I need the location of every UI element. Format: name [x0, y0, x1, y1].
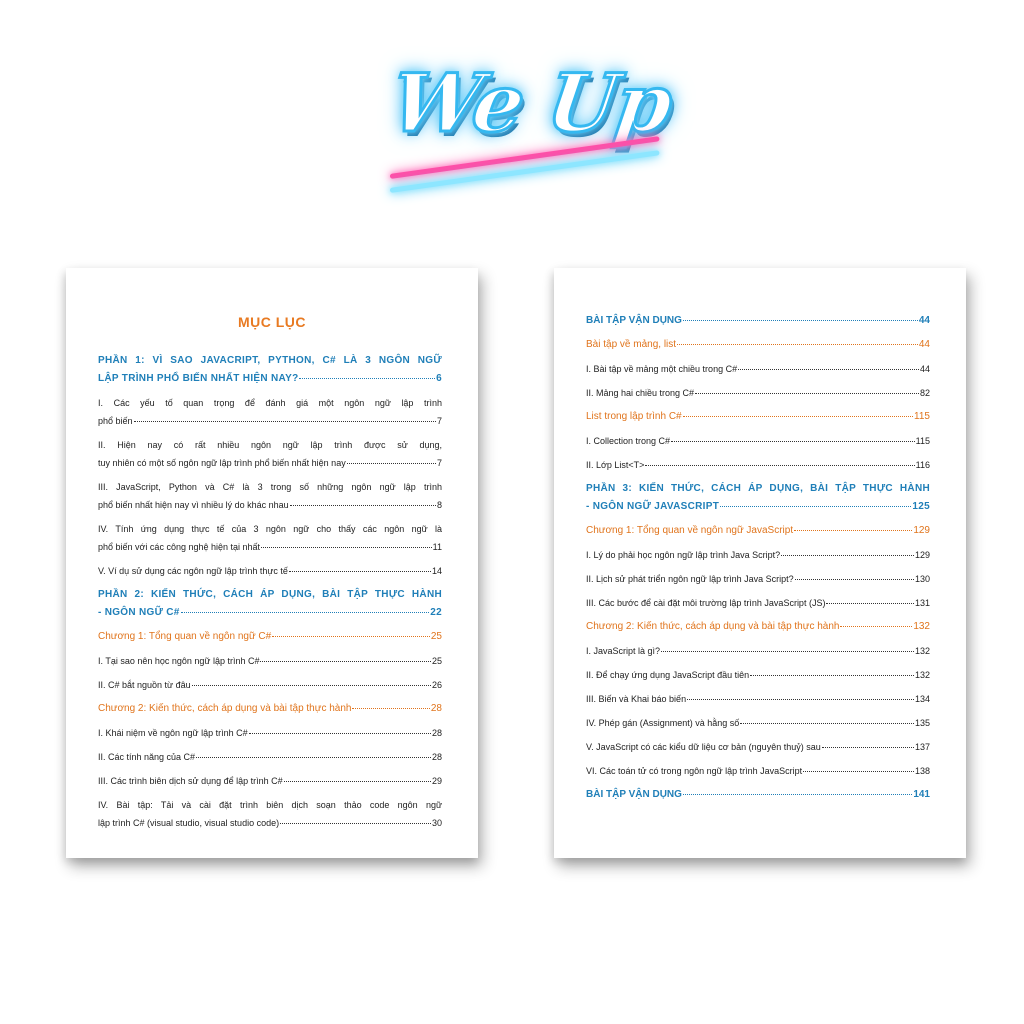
toc-entry	[586, 312, 930, 330]
toc-page-number: 137	[914, 742, 930, 752]
toc-entry-text: II. Lịch sử phát triển ngôn ngữ lập trình Java Script?	[586, 574, 794, 584]
toc-entry-text: Chương 1: Tổng quan về ngôn ngữ C#	[98, 631, 272, 642]
toc-entry	[98, 724, 442, 742]
dot-leader	[683, 416, 913, 417]
toc-page-right	[554, 268, 966, 858]
toc-entry-text: IV. Bài tập: Tải và cài đặt trình biên dịch soạn thảo code ngôn ngữ	[98, 800, 442, 810]
toc-page-number: 25	[430, 631, 442, 642]
dot-leader	[299, 378, 435, 379]
dot-leader	[803, 771, 914, 772]
toc-entry-text: BÀI TẬP VẬN DỤNG	[586, 315, 682, 326]
toc-entry-text: VI. Các toán tử có trong ngôn ngữ lập trình JavaScript	[586, 766, 803, 776]
toc-entry	[98, 478, 442, 514]
toc-entry-text: tuy nhiên có một số ngôn ngữ lập trình phổ biến nhất hiện nay	[98, 458, 346, 468]
toc-entry	[586, 666, 930, 684]
dot-leader	[272, 636, 430, 637]
toc-page-number: 138	[914, 766, 930, 776]
toc-entry-text: PHẦN 1: VÌ SAO JAVACRIPT, PYTHON, C# LÀ 3 NGÔN NGỮ	[98, 355, 442, 366]
toc-entry-text: PHẦN 3: KIẾN THỨC, CÁCH ÁP DỤNG, BÀI TẬP THỰC HÀNH	[586, 483, 930, 494]
dot-leader	[181, 612, 430, 613]
dot-leader	[840, 626, 912, 627]
toc-entry-text: III. Biến và Khai báo biến	[586, 694, 687, 704]
toc-entry	[586, 714, 930, 732]
toc-entry-text: IV. Tính ứng dụng thực tế của 3 ngôn ngữ cho thấy các ngôn ngữ là	[98, 524, 442, 534]
toc-entry	[586, 594, 930, 612]
dot-leader	[671, 441, 915, 442]
toc-entry	[586, 690, 930, 708]
toc-entry-text: - NGÔN NGỮ C#	[98, 607, 180, 618]
toc-entry-text: lập trình C# (visual studio, visual studio code)	[98, 818, 280, 828]
toc-entry-text: III. Các bước để cài đặt môi trường lập trình JavaScript (JS)	[586, 598, 826, 608]
toc-entry-text: V. JavaScript có các kiểu dữ liệu cơ bản (nguyên thuỷ) sau	[586, 742, 821, 752]
toc-entry-text: I. Bài tập về mảng một chiều trong C#	[586, 364, 738, 374]
toc-entry	[586, 384, 930, 402]
toc-page-number: 131	[914, 598, 930, 608]
dot-leader	[284, 781, 431, 782]
dot-leader	[822, 747, 914, 748]
toc-entry	[98, 652, 442, 670]
weup-logo	[370, 48, 677, 198]
toc-page-number: 26	[431, 680, 442, 690]
toc-page-number: 134	[914, 694, 930, 704]
toc-page-number: 115	[914, 411, 930, 422]
toc-page-number: 30	[431, 818, 442, 828]
toc-entries-left	[98, 352, 442, 838]
toc-entry	[586, 336, 930, 354]
dot-leader	[683, 794, 912, 795]
toc-entry-text: I. JavaScript là gì?	[586, 646, 661, 656]
toc-page-number: 132	[914, 646, 930, 656]
toc-entry-text: phổ biến nhất hiện nay vì nhiều lý do khác nhau	[98, 500, 289, 510]
toc-page-number: 28	[431, 752, 442, 762]
toc-entry-text: II. Để chạy ứng dụng JavaScript đầu tiên	[586, 670, 750, 680]
toc-entry	[586, 618, 930, 636]
toc-entry	[98, 628, 442, 646]
toc-entry	[98, 562, 442, 580]
toc-entry	[98, 520, 442, 556]
toc-entry-text: LẬP TRÌNH PHỔ BIẾN NHẤT HIỆN NAY?	[98, 373, 299, 384]
toc-entry	[98, 772, 442, 790]
toc-page-number: 7	[436, 458, 442, 468]
toc-entry	[98, 676, 442, 694]
toc-entry	[586, 480, 930, 516]
toc-entry-text: PHẦN 2: KIẾN THỨC, CÁCH ÁP DỤNG, BÀI TẬP THỰC HÀNH	[98, 589, 442, 600]
toc-page-number: 129	[914, 550, 930, 560]
toc-entry-text: Chương 1: Tổng quan về ngôn ngữ JavaScript	[586, 525, 794, 536]
toc-entry	[586, 432, 930, 450]
toc-entry	[98, 352, 442, 388]
dot-leader	[290, 505, 436, 506]
toc-page-number: 25	[431, 656, 442, 666]
toc-title: MỤC LỤC	[237, 314, 307, 330]
toc-entry-text: I. Lý do phải học ngôn ngữ lập trình Java Script?	[586, 550, 781, 560]
toc-entry	[586, 738, 930, 756]
dot-leader	[781, 555, 914, 556]
toc-entry-text: III. JavaScript, Python và C# là 3 trong số những ngôn ngữ lập trình	[98, 482, 442, 492]
toc-page-number: 135	[914, 718, 930, 728]
toc-page-number: 6	[436, 373, 442, 384]
toc-entries-right	[586, 312, 930, 810]
toc-page-number: 44	[918, 315, 930, 326]
toc-entry-text: phổ biến với các công nghệ hiện tại nhất	[98, 542, 261, 552]
toc-page-number: 116	[915, 460, 930, 470]
toc-page-number: 11	[432, 542, 442, 552]
dot-leader	[280, 823, 431, 824]
toc-entry	[586, 546, 930, 564]
toc-page-number: 129	[913, 525, 930, 536]
dot-leader	[134, 421, 436, 422]
toc-entry-text: II. C# bắt nguồn từ đâu	[98, 680, 191, 690]
toc-page-number: 7	[436, 416, 442, 426]
toc-entry	[98, 586, 442, 622]
dot-leader	[289, 571, 431, 572]
toc-entry-text: II. Hiện nay có rất nhiều ngôn ngữ lập trình được sử dụng,	[98, 440, 442, 450]
toc-entry	[586, 786, 930, 804]
toc-entry-text: IV. Phép gán (Assignment) và hằng số	[586, 718, 740, 728]
toc-entry-text: - NGÔN NGỮ JAVASCRIPT	[586, 501, 720, 512]
toc-entry	[586, 570, 930, 588]
toc-entry	[586, 456, 930, 474]
toc-entry-text: List trong lập trình C#	[586, 411, 682, 422]
toc-page-number: 14	[431, 566, 442, 576]
toc-entry	[98, 394, 442, 430]
toc-entry	[586, 522, 930, 540]
dot-leader	[695, 393, 919, 394]
dot-leader	[720, 506, 911, 507]
toc-page-number: 22	[430, 607, 442, 618]
toc-entry-text: Chương 2: Kiến thức, cách áp dụng và bài tập thực hành	[586, 621, 840, 632]
dot-leader	[261, 547, 432, 548]
toc-entry-text: II. Các tính năng của C#	[98, 752, 196, 762]
dot-leader	[683, 320, 918, 321]
toc-page-number: 82	[919, 388, 930, 398]
toc-entry-text: V. Ví dụ sử dụng các ngôn ngữ lập trình thực tế	[98, 566, 288, 576]
toc-entry	[586, 408, 930, 426]
dot-leader	[192, 685, 431, 686]
dot-leader	[196, 757, 431, 758]
dot-leader	[687, 699, 914, 700]
toc-entry-text: I. Khái niệm về ngôn ngữ lập trình C#	[98, 728, 248, 738]
toc-page-number: 29	[431, 776, 442, 786]
dot-leader	[750, 675, 914, 676]
toc-page-number: 115	[915, 436, 930, 446]
toc-entry	[586, 360, 930, 378]
toc-page-number: 44	[918, 339, 930, 350]
toc-entry	[586, 762, 930, 780]
dot-leader	[645, 465, 914, 466]
dot-leader	[738, 369, 919, 370]
toc-page-number: 132	[913, 621, 930, 632]
dot-leader	[740, 723, 914, 724]
dot-leader	[795, 579, 914, 580]
toc-page-number: 130	[914, 574, 930, 584]
toc-entry-text: II. Mảng hai chiều trong C#	[586, 388, 695, 398]
dot-leader	[347, 463, 436, 464]
toc-page-number: 28	[430, 703, 442, 714]
toc-entry-text: I. Các yếu tố quan trọng để đánh giá một ngôn ngữ lập trình	[98, 398, 442, 408]
dot-leader	[794, 530, 912, 531]
dot-leader	[249, 733, 431, 734]
toc-entry-text: III. Các trình biên dịch sử dụng để lập trình C#	[98, 776, 283, 786]
toc-entry	[98, 748, 442, 766]
dot-leader	[677, 344, 918, 345]
toc-page-number: 141	[913, 789, 930, 800]
toc-entry	[98, 700, 442, 718]
toc-entry-text: Bài tập về mảng, list	[586, 339, 677, 350]
toc-entry-text: I. Collection trong C#	[586, 436, 671, 446]
toc-page-number: 28	[431, 728, 442, 738]
toc-entry	[98, 436, 442, 472]
toc-page-number: 44	[919, 364, 930, 374]
toc-entry-text: BÀI TẬP VẬN DỤNG	[586, 789, 682, 800]
dot-leader	[260, 661, 431, 662]
toc-entry-text: Chương 2: Kiến thức, cách áp dụng và bài tập thực hành	[98, 703, 352, 714]
toc-page-number: 132	[914, 670, 930, 680]
toc-page-number: 8	[436, 500, 442, 510]
dot-leader	[352, 708, 429, 709]
toc-entry-text: I. Tại sao nên học ngôn ngữ lập trình C#	[98, 656, 260, 666]
toc-entry-text: phổ biến	[98, 416, 133, 426]
toc-entry-text: II. Lớp List<T>	[586, 460, 645, 470]
logo-text: We Up	[385, 56, 677, 150]
toc-entry	[98, 796, 442, 832]
toc-page-number: 125	[912, 501, 930, 512]
toc-entry	[586, 642, 930, 660]
dot-leader	[661, 651, 914, 652]
dot-leader	[826, 603, 914, 604]
toc-page-left	[66, 268, 478, 858]
